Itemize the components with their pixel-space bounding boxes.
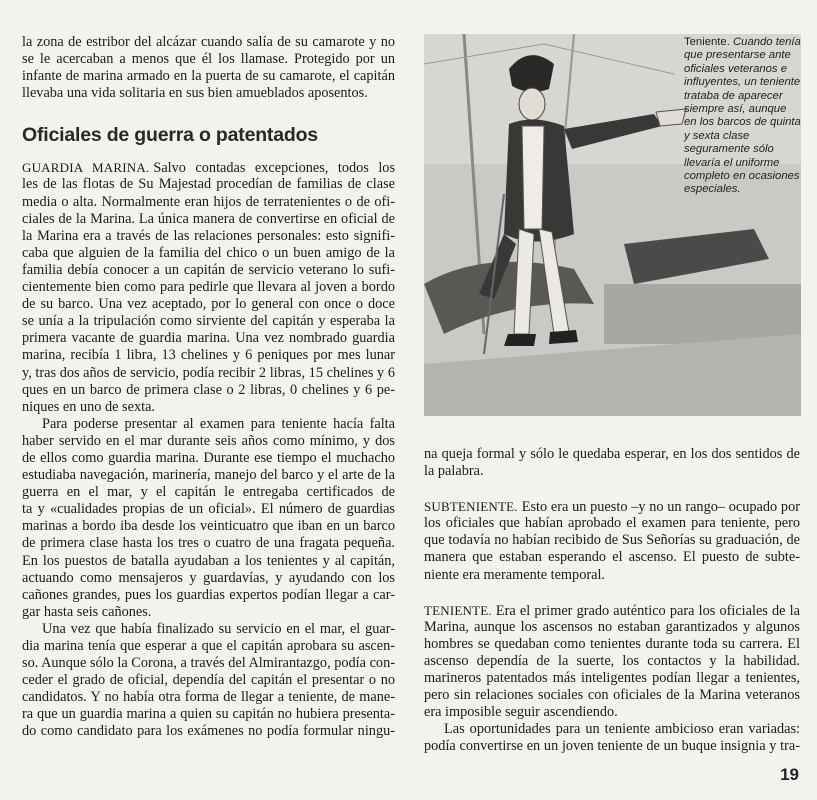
line-text: media o alta. Normalmente eran hijos de terratenientes o de ofi-: [22, 193, 395, 210]
line-text: de ellos como guardia marina. Durante ese tiempo el muchacho: [22, 449, 395, 466]
text-line: [22, 262, 395, 279]
text-line: [22, 347, 395, 364]
line-text: que todavía no habían recibido de Sus Señorías su graduación, de: [424, 532, 800, 549]
line-text: gar hasta seis cañones.: [22, 603, 152, 620]
line-text: Marina, aunque los ascensos no estaban garantizados y algunos: [424, 618, 800, 635]
line-text: cientemente bien como para pedirle que llevara al joven a bordo: [22, 279, 395, 296]
section-heading: Oficiales de guerra o patentados: [22, 124, 318, 147]
text-line: [22, 570, 395, 587]
text-line: [424, 653, 800, 670]
text-line: [22, 706, 395, 723]
text-line: [22, 535, 395, 552]
line-text: de primera clase hasta los tres o cuatro de una fragata pequeña.: [22, 535, 395, 552]
paragraph: [424, 498, 800, 583]
line-text: ques en un barco de primera clase o 2 libras, 0 chelines y 6 pe-: [22, 381, 395, 398]
text-line: [22, 484, 395, 501]
text-line: [22, 655, 395, 672]
line-text: y, tras dos años de servicio, podía recibir 2 libras, 15 chelines y 6: [22, 364, 395, 381]
line-text: podía convertirse en un joven teniente de un buque insignia y tra-: [424, 738, 800, 755]
line-text: Era el primer grado auténtico para los oficiales de la: [495, 602, 800, 619]
text-line: [424, 687, 800, 704]
text-line: [22, 621, 395, 638]
text-line: [22, 51, 395, 68]
line-text: primera vacante de guardia marina. Una vez nombrado guardia: [22, 330, 395, 347]
line-text: do como candidato para los exámenes no podía formular ningu-: [22, 723, 395, 740]
text-line: [22, 211, 395, 228]
text-line: [22, 194, 395, 211]
page-number: 19: [780, 765, 799, 784]
paragraph: [22, 34, 395, 102]
line-text: guerra en el mar, y el capitán le entregaba certificados de: [22, 484, 395, 501]
line-text: marina, recibía 1 libra, 13 chelines y 6 peniques por mes lunar: [22, 347, 395, 364]
text-line: [22, 604, 395, 621]
line-text: Para poderse presentar al examen para teniente hacía falta: [42, 415, 395, 432]
line-text: la palabra.: [424, 463, 484, 480]
text-line: [424, 738, 800, 755]
line-text: llevaba una vida solitaria en sus bien amueblados aposentos.: [22, 85, 368, 102]
line-text: marineros patentados más inteligentes podían llegar a tenientes,: [424, 670, 800, 687]
text-line: [22, 553, 395, 570]
text-line: [22, 467, 395, 484]
paragraph: [22, 621, 395, 741]
line-text: actuando como mensajeros y guardavías, y ayudando con los: [22, 569, 395, 586]
line-text: les de las flotas de Su Majestad procedían de familias de clase: [22, 176, 395, 193]
text-line: [22, 518, 395, 535]
text-line: [424, 532, 800, 549]
text-line: [22, 501, 395, 518]
text-line: [22, 672, 395, 689]
paragraph: [424, 602, 800, 722]
line-text: manera que estaban esperando el ascenso. El puesto de subte-: [424, 549, 800, 566]
line-text: se le acercaban a menos que él los llamase. Protegido por un: [22, 51, 395, 68]
line-text: los oficiales que habían aprobado el examen para teniente, pero: [424, 515, 800, 532]
line-text: estudiaba navegación, marinería, manejo del barco y el arte de la: [22, 467, 395, 484]
text-line: [22, 433, 395, 450]
run-in-term: SUBTENIENTE.: [424, 499, 518, 515]
caption-title: Teniente.: [684, 36, 730, 48]
text-line: [22, 159, 395, 176]
text-line: [22, 689, 395, 706]
line-text: se unía a la tripulación como sirviente del capitán y esperaba la: [22, 313, 395, 330]
line-text: niente era meramente temporal.: [424, 566, 606, 583]
text-line: [22, 450, 395, 467]
left-column: [22, 34, 395, 741]
text-line: [22, 176, 395, 193]
line-text: pero sin relaciones sociales con oficiales de la Marina veteranos: [424, 687, 800, 704]
text-line: [22, 68, 395, 85]
line-text: na queja formal y sólo le quedaba esperar, en los dos sentidos de: [424, 446, 800, 462]
line-text: En los puestos de batalla ayudaban a los tenientes y al capitán,: [22, 552, 395, 569]
line-text: ciales de la Marina. La única manera de convertirse en oficial de: [22, 210, 395, 227]
paragraph-gap: [424, 480, 800, 498]
line-text: Las oportunidades para un teniente ambicioso eran variadas:: [444, 721, 800, 738]
line-text: dia marina tenía que esperar a que el capitán aprobara su ascen-: [22, 638, 395, 654]
text-line: [22, 279, 395, 296]
text-line: [22, 85, 395, 102]
text-line: [22, 296, 395, 313]
caption-text: Cuando tenía que presentarse ante oficiales veteranos e influyentes, un teniente trataba de aparecer siempre así, aunque en los barcos de quinta y sexta clase seguramente sólo llevaría el uniforme completo en ocasiones especiales.: [684, 36, 801, 196]
line-text: Esto era un puesto –y no un rango– ocupado por: [521, 499, 800, 516]
text-line: [424, 549, 800, 566]
run-in-term: TENIENTE.: [424, 602, 492, 618]
text-line: [424, 446, 800, 463]
text-line: [22, 638, 395, 655]
text-line: [22, 330, 395, 347]
text-line: [22, 245, 395, 262]
line-text: Una vez que había finalizado su servicio en el mar, el guar-: [42, 620, 395, 637]
right-column: [424, 446, 800, 756]
run-in-term: GUARDIA MARINA.: [22, 160, 150, 176]
line-text: caba que alguien de la familia del chico o un buen amigo de la: [22, 244, 395, 261]
line-text: ra que un guardia marina a quien su capitán no hubiera presenta-: [22, 706, 395, 723]
line-text: cañones grandes, pues los guardias expertos podían llegar a car-: [22, 586, 395, 603]
paragraph-gap: [424, 584, 800, 602]
paragraph: [424, 446, 800, 480]
text-line: [22, 228, 395, 245]
line-text: ascenso dependía de la suerte, los contactos y la habilidad.: [424, 652, 800, 669]
text-line: [424, 463, 800, 480]
text-line: [424, 721, 800, 738]
text-line: [424, 704, 800, 721]
line-text: infante de marina armado en la puerta de su camarote, el capitán: [22, 68, 395, 85]
line-text: candidatos. Y no había otra forma de llegar a teniente, de mane-: [22, 689, 395, 706]
text-line: [424, 602, 800, 619]
text-line: [22, 587, 395, 604]
text-line: [22, 382, 395, 399]
line-text: hombres se quedaban como tenientes durante toda su carrera. El: [424, 635, 800, 652]
line-text: ta y «cualidades propias de un oficial». El número de guardias: [22, 501, 395, 518]
text-line: [22, 365, 395, 382]
line-text: la Marina era a través de las relaciones personales: esto signifi-: [22, 227, 395, 244]
line-text: niques en uno de sexta.: [22, 398, 156, 415]
figure-caption: [684, 36, 802, 197]
line-text: de su barco. Una vez aceptado, por lo general con once o doce: [22, 296, 395, 313]
line-text: haber servido en el mar durante seis años como mínimo, y dos: [22, 432, 395, 449]
line-text: so. Aunque sólo la Corona, a través del Almirantazgo, podía con-: [22, 655, 395, 672]
paragraph: [22, 159, 395, 415]
paragraph: [22, 416, 395, 621]
text-line: [424, 515, 800, 532]
text-line: [424, 619, 800, 636]
line-text: era imposible seguir ascendiendo.: [424, 704, 618, 721]
line-text: familia debía conocer a un capitán de servicio veterano lo sufi-: [22, 261, 395, 278]
text-line: [22, 313, 395, 330]
text-line: [22, 34, 395, 51]
text-line: [424, 567, 800, 584]
line-text: ceder el grado de oficial, dependía del capitán el presentar o no: [22, 672, 395, 689]
text-line: [424, 670, 800, 687]
line-text: la zona de estribor del alcázar cuando salía de su camarote y no: [22, 34, 395, 50]
paragraph: [424, 721, 800, 755]
line-text: marinas a bordo iba desde los veinticuatro que iban en un barco: [22, 518, 395, 535]
line-text: Salvo contadas excepciones, todos los: [153, 160, 395, 177]
text-line: [22, 416, 395, 433]
text-line: [424, 498, 800, 515]
text-line: [22, 723, 395, 740]
text-line: [424, 636, 800, 653]
text-line: [22, 399, 395, 416]
